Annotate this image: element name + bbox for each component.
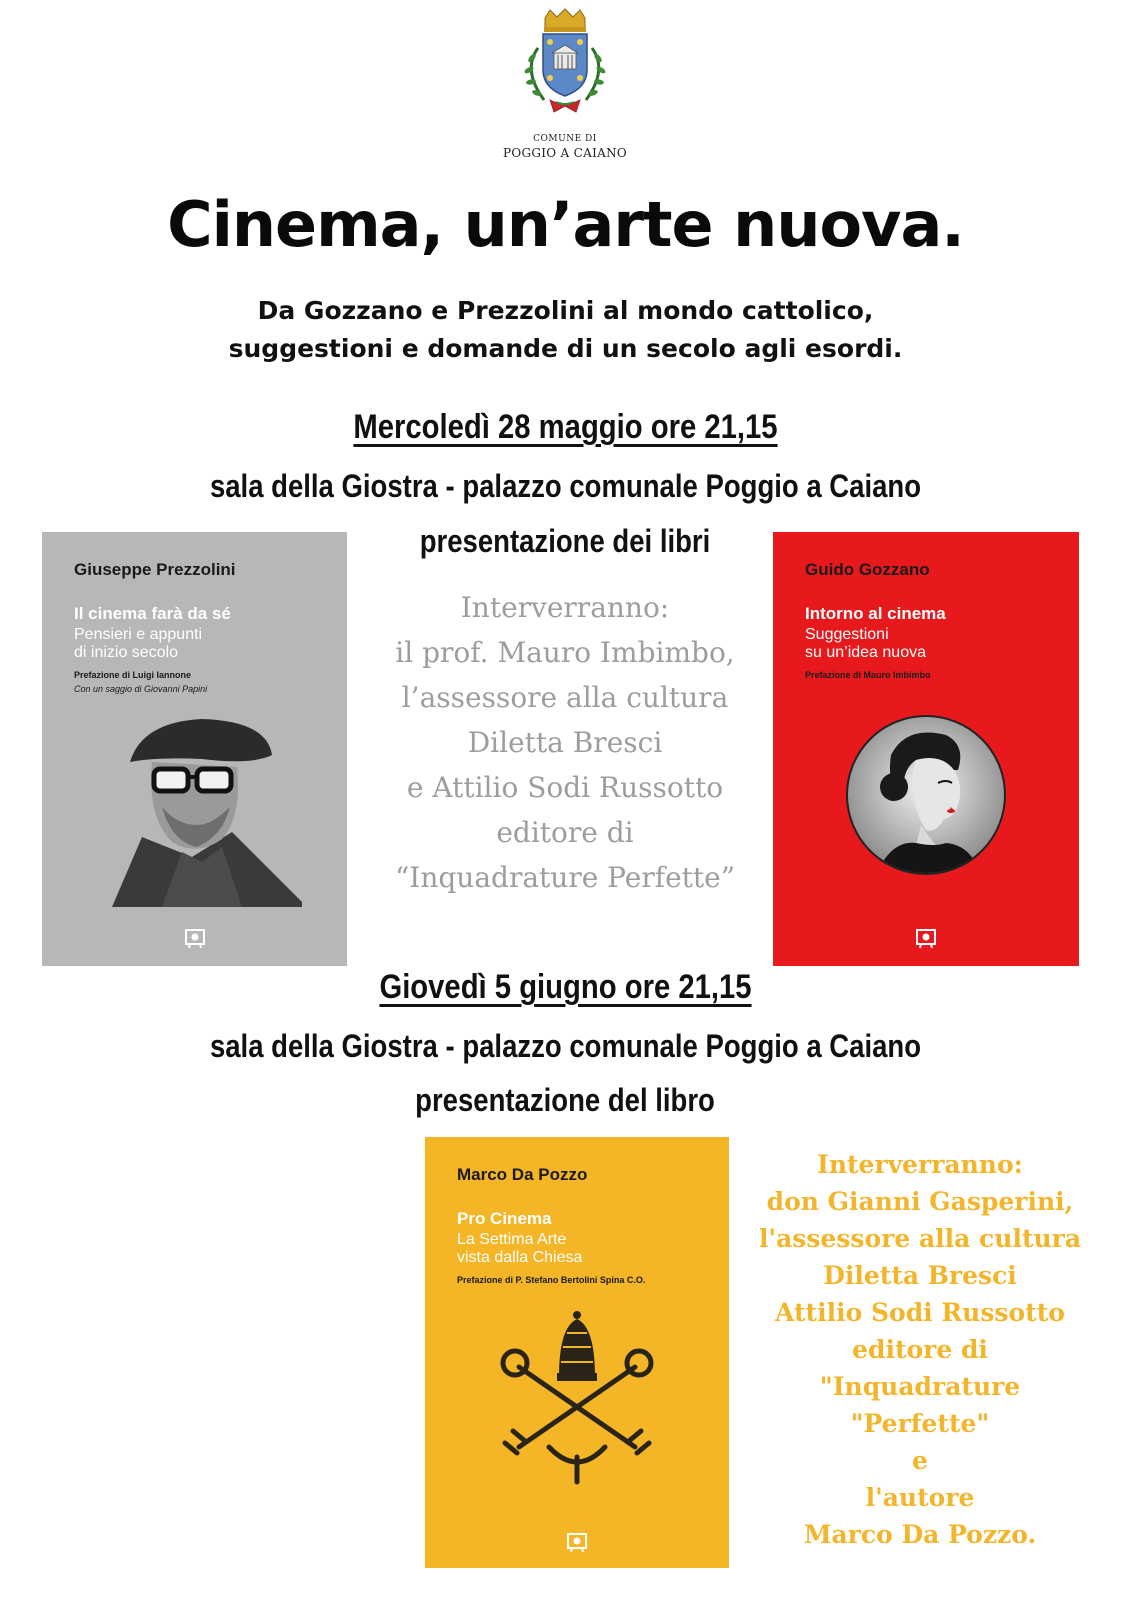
book1-author: Giuseppe Prezzolini bbox=[74, 560, 236, 579]
subtitle-line1: Da Gozzano e Prezzolini al mondo cattolico, bbox=[257, 296, 874, 325]
event2-speakers bbox=[740, 1146, 1100, 1553]
crest-caption-line1: COMUNE DI bbox=[533, 134, 597, 144]
crest-caption bbox=[455, 132, 675, 160]
book-cover-gozzano bbox=[773, 532, 1079, 966]
event2-date: Giovedì 5 giugno ore 21,15 bbox=[379, 968, 752, 1006]
speaker-line: l'autore bbox=[865, 1483, 975, 1512]
speaker-line: Diletta Bresci bbox=[467, 726, 663, 759]
event1-speakers bbox=[355, 585, 775, 900]
event2-venue: sala della Giostra - palazzo comunale Poggio a Caiano bbox=[209, 1028, 922, 1064]
page-title: Cinema, un’arte nuova. bbox=[167, 188, 964, 261]
event2-presentation: presentazione del libro bbox=[415, 1082, 715, 1118]
book2-subtitle-line2: su un’idea nuova bbox=[805, 644, 926, 661]
book1-subtitle-line1: Pensieri e appunti bbox=[74, 626, 203, 643]
book1-title: Il cinema farà da sé bbox=[74, 604, 231, 623]
speaker-line: l'assessore alla cultura bbox=[758, 1224, 1082, 1253]
book1-essay: Con un saggio di Giovanni Papini bbox=[74, 684, 208, 694]
speaker-line: "Inquadrature bbox=[819, 1372, 1021, 1401]
page-subtitle bbox=[0, 292, 1131, 368]
book2-subtitle bbox=[805, 626, 1055, 662]
speaker-line: “Inquadrature Perfette” bbox=[394, 861, 736, 894]
speaker-line: e Attilio Sodi Russotto bbox=[406, 771, 724, 804]
book1-preface: Prefazione di Luigi Iannone bbox=[74, 670, 192, 680]
municipal-crest bbox=[510, 8, 620, 120]
book1-subtitle bbox=[74, 626, 324, 662]
book3-subtitle bbox=[457, 1231, 707, 1267]
book2-preface: Prefazione di Mauro Imbimbo bbox=[805, 670, 931, 680]
event1-presentation: presentazione dei libri bbox=[419, 523, 711, 559]
speaker-line: Diletta Bresci bbox=[823, 1261, 1017, 1290]
crest-caption-line2: POGGIO A CAIANO bbox=[502, 146, 628, 160]
book2-title: Intorno al cinema bbox=[805, 604, 946, 623]
speaker-line: Interverranno: bbox=[817, 1150, 1023, 1179]
book1-subtitle-line2: di inizio secolo bbox=[74, 644, 179, 661]
event1-venue: sala della Giostra - palazzo comunale Poggio a Caiano bbox=[209, 468, 922, 504]
speaker-line: Marco Da Pozzo. bbox=[803, 1520, 1037, 1549]
book3-author: Marco Da Pozzo bbox=[457, 1165, 588, 1184]
woman-portrait-illustration bbox=[846, 715, 1006, 875]
publisher-logo-icon bbox=[915, 927, 937, 949]
book-cover-prezzolini bbox=[42, 532, 347, 966]
book-cover-da-pozzo bbox=[425, 1137, 729, 1568]
prezzolini-portrait-illustration bbox=[102, 707, 307, 907]
book2-subtitle-line1: Suggestioni bbox=[805, 626, 889, 643]
event1-date: Mercoledì 28 maggio ore 21,15 bbox=[353, 408, 778, 446]
subtitle-line2: suggestioni e domande di un secolo agli esordi. bbox=[228, 334, 903, 363]
publisher-logo-icon bbox=[184, 927, 206, 949]
speaker-line: don Gianni Gasperini, bbox=[766, 1187, 1074, 1216]
book3-subtitle-line2: vista dalla Chiesa bbox=[457, 1249, 583, 1266]
speaker-line: editore di bbox=[496, 816, 634, 849]
book3-preface: Prefazione di P. Stefano Bertolini Spina C.O. bbox=[457, 1275, 646, 1285]
speaker-line: "Perfette" bbox=[850, 1409, 990, 1438]
speaker-line: il prof. Mauro Imbimbo, bbox=[395, 636, 735, 669]
speaker-line: l’assessore alla cultura bbox=[401, 681, 729, 714]
speaker-line: Interverranno: bbox=[460, 591, 670, 624]
book3-subtitle-line1: La Settima Arte bbox=[457, 1231, 567, 1248]
speaker-line: e bbox=[912, 1446, 928, 1475]
publisher-logo-icon bbox=[566, 1531, 588, 1553]
speaker-line: Attilio Sodi Russotto bbox=[775, 1298, 1065, 1327]
book3-title: Pro Cinema bbox=[457, 1209, 552, 1228]
book2-author: Guido Gozzano bbox=[805, 560, 930, 579]
speaker-line: editore di bbox=[852, 1335, 988, 1364]
papal-emblem-illustration bbox=[489, 1307, 665, 1487]
